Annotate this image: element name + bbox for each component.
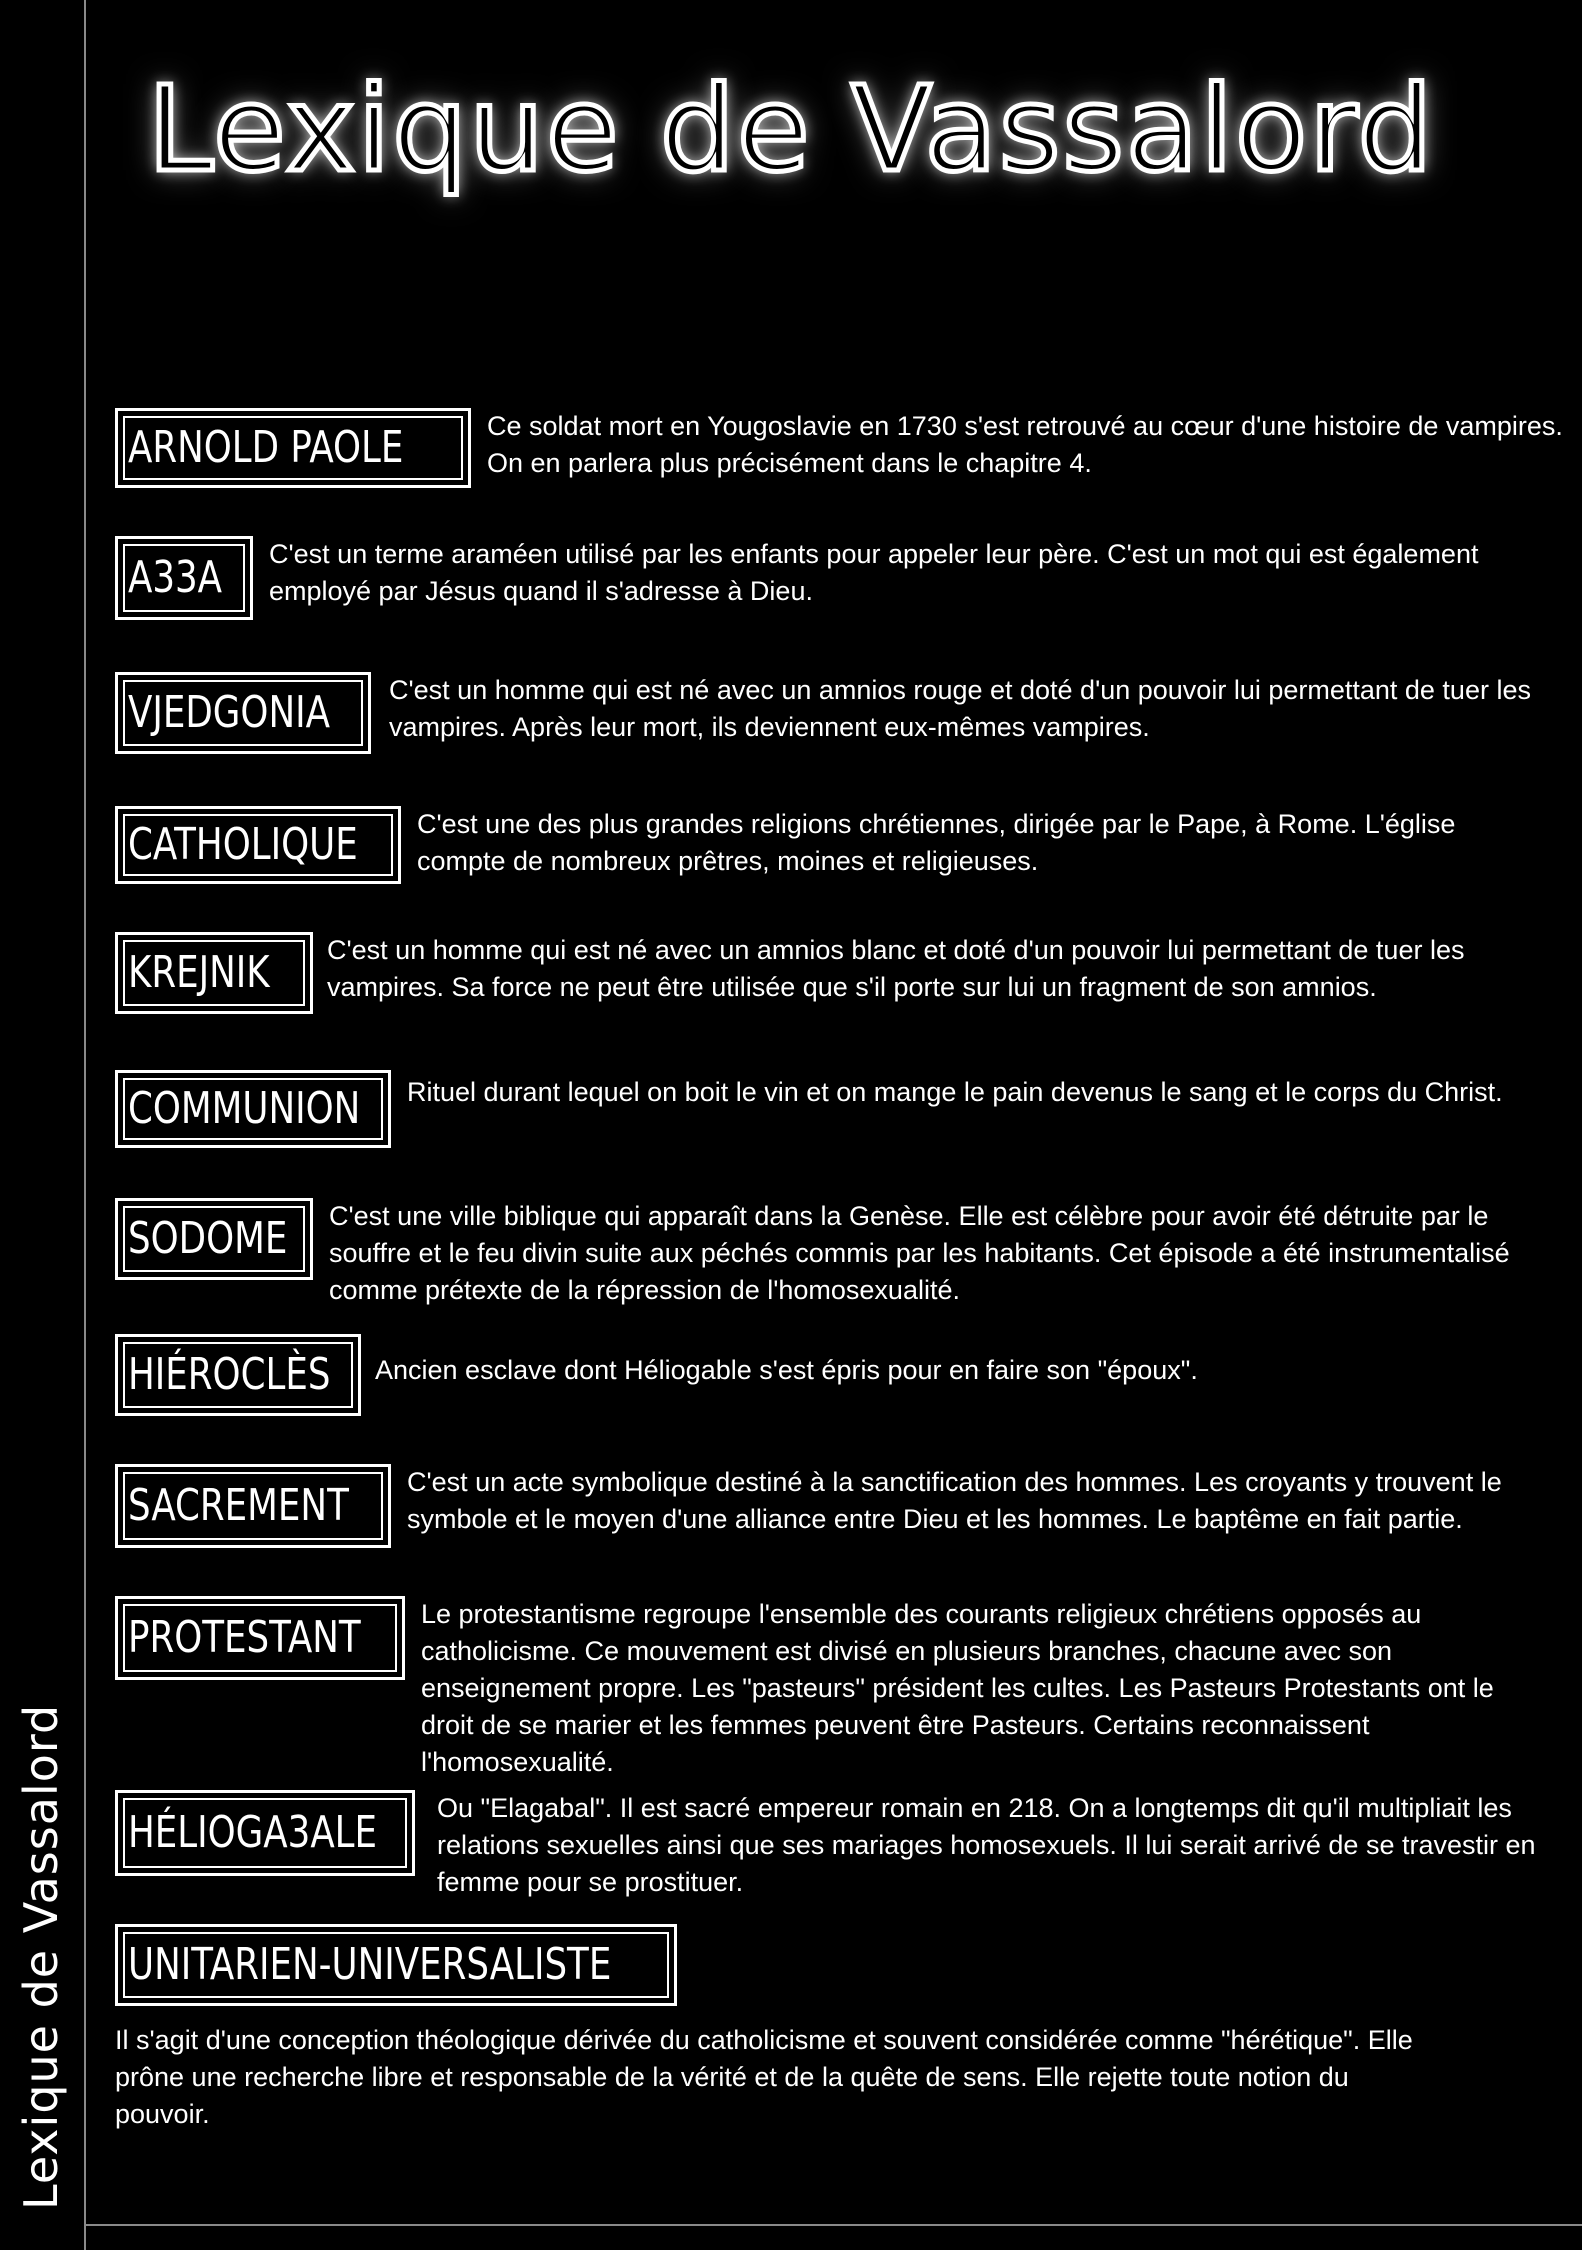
term-definition: C'est un homme qui est né avec un amnios rouge et doté d'un pouvoir lui permettant de tuer les vampires. Après leur mort, ils deviennent eux-mêmes vampires. xyxy=(389,675,1531,742)
side-title: Lexique de Vassalord xyxy=(14,1703,68,2210)
page-title: Lexique de Vassalord xyxy=(147,60,1435,198)
term-definition: C'est un terme araméen utilisé par les enfants pour appeler leur père. C'est un mot qui est également employé par Jésus quand il s'adresse à Dieu. xyxy=(269,539,1479,606)
term-box: HIÉROCLÈS xyxy=(115,1334,361,1416)
frame-border-left xyxy=(84,0,86,2250)
term-definition: C'est une ville biblique qui apparaît dans la Genèse. Elle est célèbre pour avoir été détruite par le souffre et le feu divin suite aux péchés commis par les habitants. Cet épisode a été instrumentalisé comme prétexte de la répression de l'homosexualité. xyxy=(329,1201,1510,1305)
term-box: COMMUNION xyxy=(115,1070,391,1148)
term-definition: Ou "Elagabal". Il est sacré empereur romain en 218. On a longtemps dit qu'il multipliait les relations sexuelles ainsi que ses mariages homosexuels. Il lui serait arrivé de se travestir en femme pour se prostituer. xyxy=(437,1793,1536,1897)
term-definition: Ancien esclave dont Héliogable s'est épris pour en faire son "époux". xyxy=(375,1355,1198,1385)
term-box: PROTESTANT xyxy=(115,1596,405,1680)
term-definition: C'est un homme qui est né avec un amnios blanc et doté d'un pouvoir lui permettant de tuer les vampires. Sa force ne peut être utilisée que s'il porte sur lui un fragment de son amnios. xyxy=(327,935,1465,1002)
frame-border-bottom xyxy=(84,2224,1582,2226)
term-box: KREJNIK xyxy=(115,932,313,1014)
term-definition: Le protestantisme regroupe l'ensemble des courants religieux chrétiens opposés au catholicisme. Ce mouvement est divisé en plusieurs branches, chacune avec son enseignement propre. Les "pasteurs" président les cultes. Les Pasteurs Protestants ont le droit de se marier et les femmes peuvent être Pasteurs. Certains reconnaissent l'homosexualité. xyxy=(421,1599,1494,1777)
term-definition: Rituel durant lequel on boit le vin et on mange le pain devenus le sang et le corps du Christ. xyxy=(407,1077,1503,1107)
term-definition: Ce soldat mort en Yougoslavie en 1730 s'est retrouvé au cœur d'une histoire de vampires. On en parlera plus précisément dans le chapitre 4. xyxy=(487,411,1563,478)
term-definition: C'est une des plus grandes religions chrétiennes, dirigée par le Pape, à Rome. L'église compte de nombreux prêtres, moines et religieuses. xyxy=(417,809,1456,876)
term-box: SACREMENT xyxy=(115,1464,391,1548)
term-box: VJEDGONIA xyxy=(115,672,371,754)
term-definition: C'est un acte symbolique destiné à la sanctification des hommes. Les croyants y trouvent le symbole et le moyen d'une alliance entre Dieu et les hommes. Le baptême en fait partie. xyxy=(407,1467,1502,1534)
term-box: CATHOLIQUE xyxy=(115,806,401,884)
term-box: ARNOLD PAOLE xyxy=(115,408,471,488)
term-box: SODOME xyxy=(115,1198,313,1280)
term-box: HÉLIOGA3ALE xyxy=(115,1790,415,1876)
term-box: UNITARIEN-UNIVERSALISTE xyxy=(115,1924,677,2006)
term-definition: Il s'agit d'une conception théologique dérivée du catholicisme et souvent considérée comme "hérétique". Elle prône une recherche libre et responsable de la vérité et de la quête de sens. Elle rejette toute notion du pouvoir. xyxy=(115,2025,1413,2129)
term-box: A33A xyxy=(115,536,253,620)
